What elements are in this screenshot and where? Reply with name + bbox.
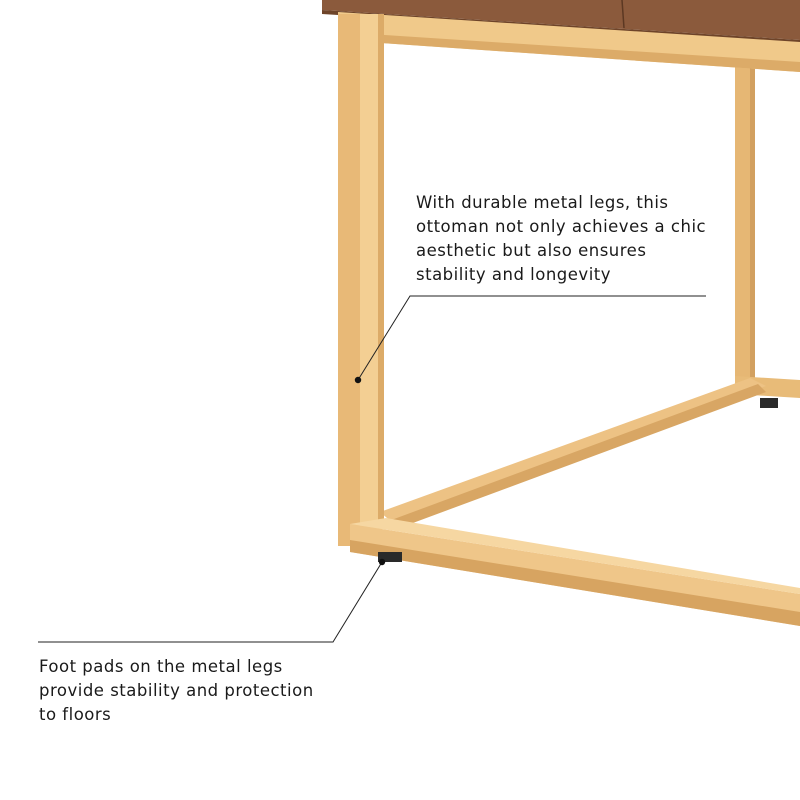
- pads-callout-dot: [379, 559, 385, 565]
- legs-callout-dot: [355, 377, 361, 383]
- front-bottom-rail: [350, 518, 800, 626]
- legs-callout-leader: [355, 296, 706, 383]
- back-leg: [735, 62, 778, 408]
- back-foot-pad: [760, 398, 778, 408]
- front-leg: [338, 14, 384, 546]
- legs-callout-text: With durable metal legs, this ottoman not only achieves a chic aesthetic but also ensures stability and longevity: [416, 193, 707, 284]
- side-bottom-rail: [380, 378, 766, 530]
- foot-pads-callout-text: Foot pads on the metal legs provide stability and protection to floors: [39, 657, 314, 724]
- pads-callout-leader: [38, 559, 385, 642]
